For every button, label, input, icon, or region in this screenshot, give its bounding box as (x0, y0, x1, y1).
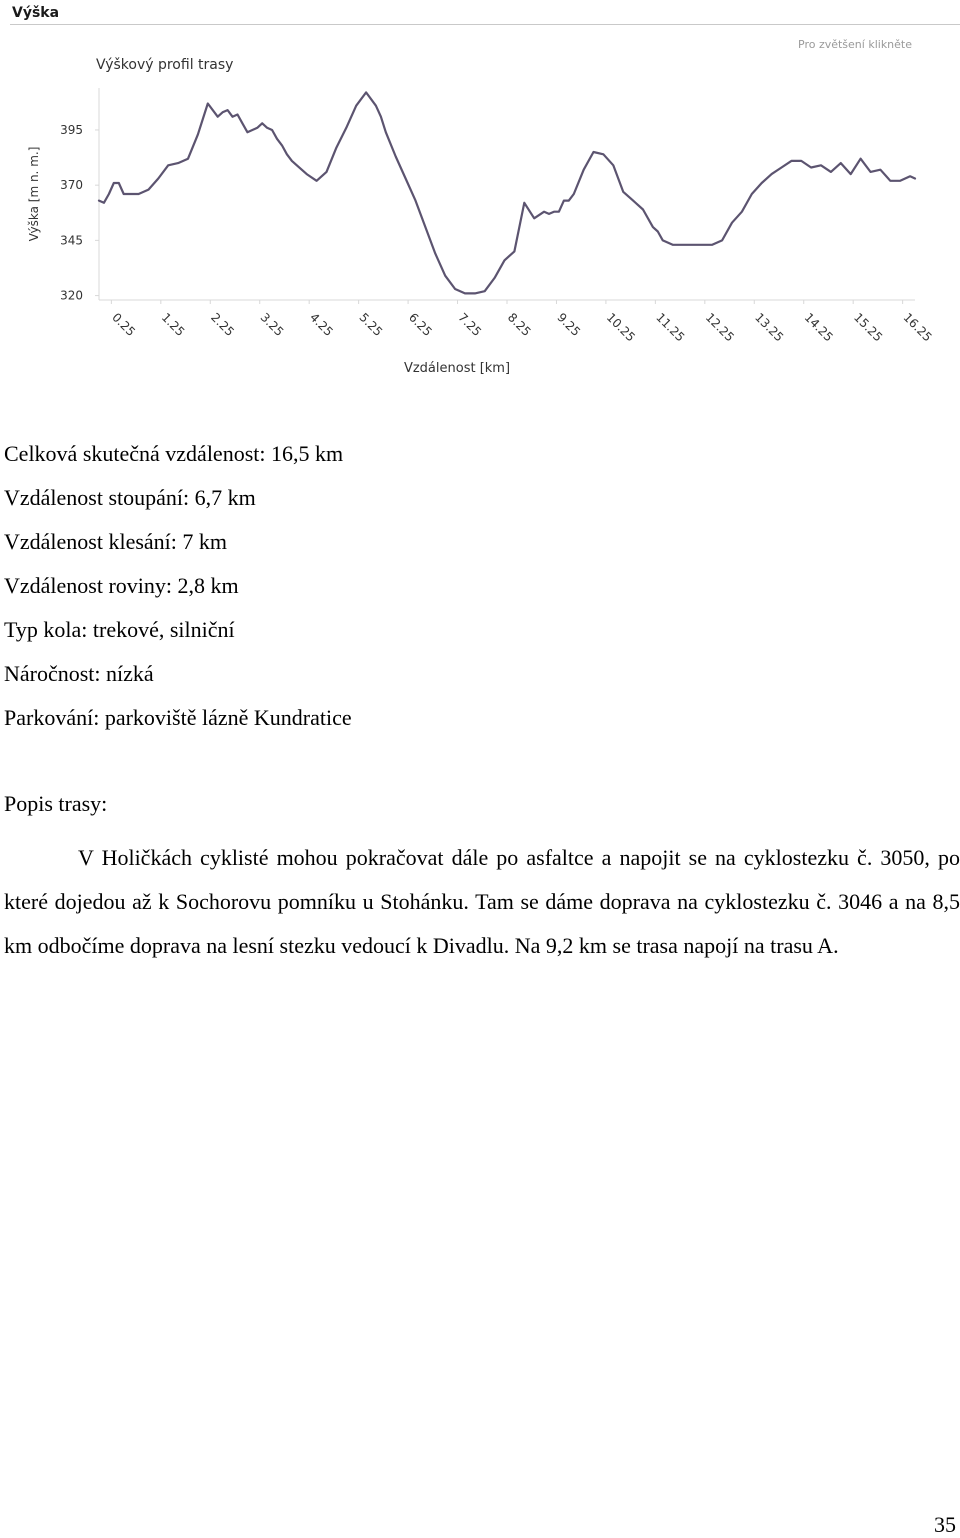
x-tick-label: 10.25 (603, 310, 638, 345)
x-tick-label: 8.25 (504, 310, 534, 340)
y-tick-label: 370 (60, 178, 83, 193)
x-tick-label: 16.25 (900, 310, 935, 345)
detail-bike-type: Typ kola: trekové, silniční (4, 617, 235, 642)
y-axis-title: Výška [m n. m.] (27, 146, 41, 242)
detail-parking: Parkování: parkoviště lázně Kundratice (4, 705, 352, 730)
x-tick-label: 12.25 (702, 310, 737, 345)
x-tick-label: 7.25 (455, 310, 485, 340)
detail-flat-distance: Vzdálenost roviny: 2,8 km (4, 573, 239, 598)
detail-climb-distance: Vzdálenost stoupání: 6,7 km (4, 485, 256, 510)
x-tick-label: 0.25 (109, 310, 139, 340)
section-divider (10, 24, 960, 25)
page-number: 35 (934, 1512, 956, 1537)
y-tick-label: 395 (60, 122, 83, 137)
x-tick-label: 2.25 (208, 310, 237, 340)
x-tick-label: 15.25 (851, 310, 886, 345)
enlarge-link[interactable]: Pro zvětšení klikněte (798, 38, 913, 51)
section-header (0, 0, 960, 26)
chart-title: Výškový profil trasy (96, 57, 234, 73)
y-tick-label: 345 (60, 233, 83, 248)
x-tick-label: 4.25 (307, 310, 336, 340)
description-text: V Holičkách cyklisté mohou pokračovat dále po asfaltce a napojit se na cyklostezku č. 3050, po které dojedou až k Sochorovu pomníku u Stohánku. Tam se dáme doprava na cyklostezku č. 3046 a na 8,5 km odbočíme doprava na lesní stezku vedoucí k Divadlu. Na 9,2 km se trasa napojí na trasu A. (4, 845, 960, 958)
x-tick-label: 11.25 (653, 310, 688, 345)
elevation-chart-panel[interactable] (2, 28, 960, 386)
detail-difficulty: Náročnost: nízká (4, 661, 154, 686)
elevation-line (99, 92, 915, 293)
x-tick-label: 3.25 (257, 310, 287, 340)
x-tick-label: 13.25 (752, 310, 787, 345)
x-tick-label: 5.25 (356, 310, 386, 340)
x-tick-label: 14.25 (801, 310, 836, 345)
detail-descent-distance: Vzdálenost klesání: 7 km (4, 529, 228, 554)
x-tick-label: 9.25 (554, 310, 584, 340)
detail-total-distance: Celková skutečná vzdálenost: 16,5 km (4, 441, 344, 466)
x-tick-label: 6.25 (405, 310, 435, 340)
x-tick-label: 1.25 (158, 310, 188, 340)
x-axis-title: Vzdálenost [km] (403, 361, 511, 376)
description-heading: Popis trasy: (4, 791, 108, 816)
elevation-chart (2, 28, 960, 386)
section-title: Výška (12, 5, 60, 21)
y-tick-label: 320 (60, 288, 83, 303)
